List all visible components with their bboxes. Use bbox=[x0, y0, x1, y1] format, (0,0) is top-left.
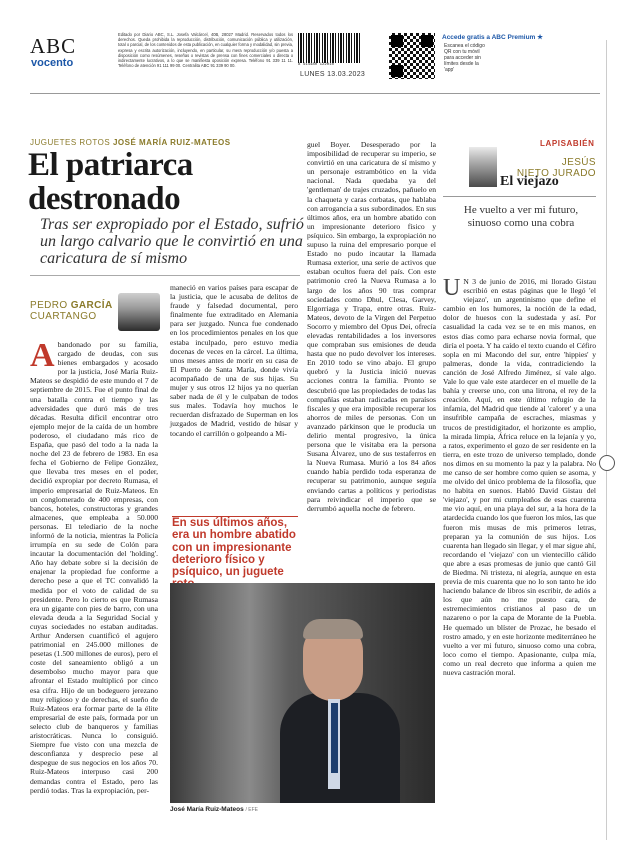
byline-second: GARCÍA bbox=[70, 300, 113, 311]
header-divider bbox=[30, 93, 600, 94]
kicker-name: JOSÉ MARÍA RUIZ-MATEOS bbox=[112, 138, 231, 147]
barcode bbox=[298, 33, 362, 63]
column-title: El viejazo bbox=[500, 174, 559, 189]
abc-logo: ABC bbox=[30, 34, 77, 58]
article-kicker bbox=[30, 138, 231, 147]
article-headline: El patriarca destronado bbox=[28, 147, 193, 217]
caption-name: José María Ruiz-Mateos bbox=[170, 806, 244, 813]
qr-code[interactable] bbox=[388, 32, 436, 80]
article-photo bbox=[170, 583, 435, 803]
columnist-first: JESÚS bbox=[561, 157, 596, 168]
column-2-text: maneció en varios países para escapar de la justicia, que le acusaba de delitos de fraude y falsedad documental, pero finalmente fue extraditado en Alemania para ser juzgado. Nunca fue condenado en los procedimientos penales en los que estaba inculpado, pero estuvo media docenas de veces en la cárcel. La última, unos meses antes de morir en su casa de El Puerto de Santa María, donde vivía acompañado de una de sus hijas. Su mujer y sus otros 12 hijos ya no querían saber nada de él y le culpaban de todos sus males. Todavía hoy muchos le recuerdan disfrazado de Superman en los juzgados de Madrid, vestido de húsar y tocando el carrillón o golpeando a Mi- bbox=[170, 283, 298, 438]
author-portrait bbox=[118, 293, 160, 331]
photo-tie bbox=[331, 703, 338, 773]
photo-caption bbox=[170, 806, 258, 813]
star-icon: ★ bbox=[537, 34, 543, 41]
article-byline bbox=[30, 300, 113, 322]
column-body-text: N 3 de junio de 2016, mi llorado Gistau escribió en estas páginas que le llegó 'el viejazo', un argentinismo que define el cambio en los humores, la noción de la edad, dolor de huesos con la sudestada y así. Por casualidad la cada vez se te en mis manos, en estos días como para echarse novia formal, que diría el poeta. Y ha caído el texto cuando el Céfiro sopla en mi Macondo del sur, entre 'hippies' y palmeras, donde la vida, contradiciendo la canción de José Alfredo Jiménez, sí vale algo. Vale lo que vale este atardecer en el muelle de la bahía y creerse uno, con una litrona, el rey de la creación. Aquí, en este último refugio de la infamia, del Madrid que tiende al 'caloret' y a una insufrible campaña de escraches, miasmas y trucos de prestidigitador, el horizonte es amplio, la mirada limpia, África reluce en la lejanía y yo, a ratos, experimento el gozo de ser residente en la tierra, en este trozo de universo templado, donde nos dimos en su momento la paz y la palabra. No me canso de ser hombre como quien se asoma, y me olvido del único problema de la filosofía, que no habita en suenos. Habló David Gistau del 'viejazo', y por mi cumpleaños de esas cuarenta me vio aquí, en una playa del sur, a la hora de la atardecida cuando los que fueron los míos, las que fueron mis musas de mis primeros letras, preparan ya la comunión de sus hijos. Los cuarenta han llegado sin llegar, y el mar sigue ahí, recordando el 'viejazo' con un vientecillo cálido que abre a esas promesas de junio que cantó Gil de Biedma. Ni tristeza, ni alegría, aunque en esta previa de mis cuarenta que no lo son tanto he ido haciendo balance de libros sin escribir, de adiós a los que aún no me puesto cara, de estremecimientos cristianos al paso de un nazareno o por la capa de Morante de la Puebla. He quemado un blíster de Prozac, he besado el rostro amado, y en este horizonte mediterráneo he vuelto a ver mi futuro, sinuoso como una cobra, loco como el tiempo. Apasionante, culpa mía, como un real decreto que informa a quien me nueva castración moral. bbox=[443, 277, 596, 678]
subhead-divider bbox=[30, 275, 300, 276]
page-edge-rule bbox=[606, 40, 607, 840]
kicker-label: JUGUETES ROTOS bbox=[30, 138, 111, 147]
article-subheadline: Tras ser expropiado por el Estado, sufrió un largo calvario que le convirtió en una caricatura de sí mismo bbox=[40, 216, 304, 267]
article-column-1 bbox=[30, 337, 158, 795]
vocento-logo: vocento bbox=[31, 57, 74, 69]
column-section-label: LAPISABIÉN bbox=[540, 139, 595, 148]
photo-suit bbox=[280, 693, 400, 803]
column-subheadline: He vuelto a ver mi futuro, sinuoso como una cobra bbox=[463, 204, 579, 229]
photo-hair bbox=[303, 619, 363, 639]
column-body bbox=[443, 277, 596, 677]
article-column-2 bbox=[170, 283, 298, 438]
column-3-text: guel Boyer. Desesperado por la imposibilidad de recuperar su imperio, se convirtió en una caricatura de sí mismo y un personaje estrambótico en la vida nacional. Nada quedaba ya del 'gentleman' de trajes cruzados, pañuelo en la chaqueta y caras corbatas, que hablaba con arrogancia a sus subordinados. En sus últimos años, era un hombre abatido con un impresionante deterioro físico y psíquico. Sin embargo, la expropiación no supuso la ruina del empresario porque el Estado no pudo incautar la llamada Rumasa exterior, una serie de activos que estaban ocultos fuera del país. Con este patrimonio creó la Nueva Rumasa a lo largo de los años 90 tras comprar sociedades como Dhul, Clesa, Garvey, Elgorriaga y Trapa, entre otras. Ruiz-Mateos, devoto de la Virgen del Perpetuo Socorro y miembro del Opus Dei, ofrecía elevadas rentabilidades a los inversores que compraban sus emisiones de deuda hasta que no pudo devolver los intereses. En 2010 todo se vino abajo. El grupo quebró y la Justicia inició nuevas acciones contra la familia. Pronto se descubrió que las propiedades de todas las compañías estaban radicadas en paraísos fiscales y que era imposible recuperar los ahorros de miles de personas. Con un avanzado párkinson que le producía un delirio mental progresivo, la única persona que le visitaba era la persona Susana Álvarez, uno de sus testaferros en la Nueva Rumasa. Murió a los 84 años cuando había perdido toda esperanza de recuperar su patrimonio, aunque seguía enviando cartas a políticos y periodistas para reivindicar el imperio que se derrumbó aquella noche de febrero. bbox=[307, 140, 436, 513]
caption-credit: / EFE bbox=[245, 807, 259, 813]
column-drop-cap: U bbox=[443, 275, 461, 301]
premium-promo-text: Escanea el código QR con tu móvil para acceder sin límites desde la 'app' bbox=[444, 43, 485, 73]
byline-last: CUARTANGO bbox=[30, 311, 97, 322]
barcode-number: 8 414480 122010 bbox=[298, 63, 335, 67]
column-1-text: bandonado por su familia, cargado de deudas, con sus bienes embargados y acosado por la justicia, José María Ruiz-Mateos se despidió de este mundo el 7 de septiembre de 2015. Fue el punto final de una batalla contra el tiempo y las adversidades que duró más de tres décadas. Resulta difícil encontrar otro ejemplo mejor de la caída de un hombre poderoso, el ciudadano más rico de España, que pasó del todo a la nada la noche del 23 de febrero de 1983. En esa fecha el Gobierno de Felipe González, que llevaba tres meses en el poder, decidió expropiar por decreto Rumasa, el imperio empresarial de Ruiz-Mateos. En un conglomerado de 400 empresas, con bancos, hoteles, constructoras y grandes almacenes, que empleaba a 50.000 personas. El telediario de la noche informó de la noticia, mientras la Policía irrumpía en su sede de Colón para incautar la documentación del 'holding'. Año hay debate sobre si la decisión de enajenar la propiedad fue conforme a derecho pese a que el TC convalidó la medida por el voto de calidad de su presidente. Pero lo cierto es que Rumasa era un gigante con pies de barro, con una elevada deuda a la Seguridad Social y cuyas sociedades no estaban auditadas. Arthur Andersen cuantificó el agujero patrimonial en 245.000 millones de pesetas (1.500 millones de euros), pero el coste del saneamiento obligó a un desembolso mucho mayor para que afrontar el Estado multiplicó por cinco esa cifra. Hijo de un bodeguero jerezano muy religioso y de derechas, el sueño de Ruiz-Mateos era formar parte de la élite empresarial de este país, formada por un selecto club de banqueros y familias aristocráticas. Nunca lo consiguió. Siempre fue visto con una mezcla de desconfianza y desprecio pese al despegue de sus negocios en los años 70. Ruiz-Mateos interpuso casi 200 demandas contra el Estado, pero las perdió todas. Tras la expropiación, per- bbox=[30, 340, 158, 795]
byline-first: PEDRO bbox=[30, 300, 68, 311]
column-divider bbox=[443, 196, 596, 197]
pull-quote: En sus últimos años, era un hombre abatido con un impresionante deterioro físico y psíquico, un juguete bbox=[172, 517, 296, 579]
issue-date: LUNES 13.03.2023 bbox=[300, 71, 366, 78]
columnist-last: NIETO JURADO bbox=[516, 168, 596, 179]
article-column-3 bbox=[307, 140, 436, 513]
columnist-portrait bbox=[469, 147, 497, 187]
legal-notice: Editado por Diario ABC, S.L. Josefa Valcárcel, 40B, 28027 Madrid. Reservados todos los derechos. Queda prohibida la reproducción, distribución, comunicación pública y utilización, total o parcial, de los contenidos de esta publicación, en cualquier forma y modalidad, sin previa, expresa y escrita autorización, incluyendo, en particular, su mera reproducción y/o puesta a disposición como resúmenes, reseñas o revistas de prensa con fines comerciales o directa o indirectamente lucrativos, a lo que se manifiesta oposición expresa. Teléfono 91 339 11 11. Teléfono de atención 91 111 99 00. Centralita ABC 91 339 90 00. bbox=[118, 32, 293, 69]
premium-promo-label[interactable]: Accede gratis a ABC Premium bbox=[442, 34, 536, 41]
premium-promo-title[interactable] bbox=[442, 33, 543, 41]
drop-cap: A bbox=[30, 337, 55, 374]
registration-mark-icon bbox=[599, 455, 615, 471]
